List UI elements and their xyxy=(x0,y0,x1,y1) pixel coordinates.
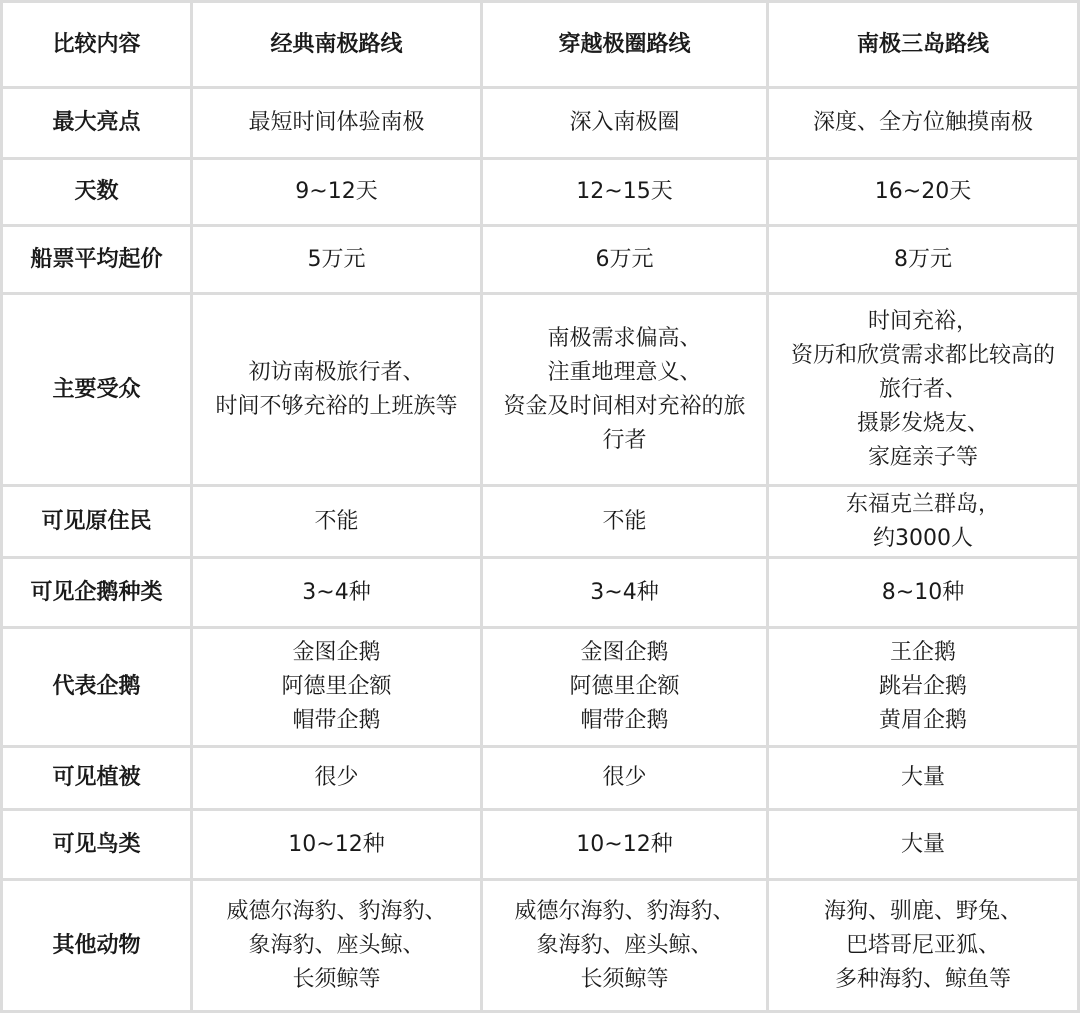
cell-text xyxy=(602,761,646,795)
cell-line: 旅行者、 xyxy=(878,376,967,402)
cell-line: 很少 xyxy=(602,765,647,790)
cell-text xyxy=(576,175,672,209)
table-cell xyxy=(769,487,1077,556)
cell-line: 时间不够充裕的上班族等 xyxy=(215,393,458,419)
row-label-text: 代表企鹅 xyxy=(52,674,141,699)
table-cell xyxy=(483,227,766,292)
cell-text xyxy=(879,636,967,738)
cell-line: 金图企鹅 xyxy=(292,640,381,665)
cell-line: 王企鹅 xyxy=(889,640,956,665)
table-cell xyxy=(769,559,1077,626)
table-cell xyxy=(193,487,480,556)
cell-line: 海狗、驯鹿、野兔、 xyxy=(823,898,1022,924)
cell-line: 初访南极旅行者、 xyxy=(248,359,425,385)
table-cell xyxy=(193,811,480,878)
cell-line: 6万元 xyxy=(595,246,654,272)
cell-text xyxy=(596,243,654,277)
row-label xyxy=(3,629,190,745)
row-label xyxy=(3,748,190,808)
cell-text xyxy=(590,576,658,610)
cell-text xyxy=(314,505,358,539)
row-label xyxy=(3,295,190,484)
cell-text xyxy=(569,106,679,140)
cell-line: 约3000人 xyxy=(872,525,973,551)
row-label-text: 可见企鹅种类 xyxy=(30,579,163,605)
table-cell xyxy=(193,227,480,292)
cell-text xyxy=(295,175,377,209)
cell-text xyxy=(813,106,1033,140)
row-label-text: 船票平均起价 xyxy=(30,246,163,272)
cell-line: 阿德里企额 xyxy=(281,674,392,699)
row-label xyxy=(3,89,190,157)
header-compare-label xyxy=(3,3,190,86)
cell-text xyxy=(569,636,679,738)
cell-line: 9~12天 xyxy=(295,179,378,204)
table-cell xyxy=(193,160,480,224)
header-text: 比较内容 xyxy=(52,31,141,57)
table-cell xyxy=(769,89,1077,157)
table-cell xyxy=(483,295,766,484)
cell-line: 摄影发烧友、 xyxy=(856,410,989,436)
cell-text xyxy=(882,576,964,610)
cell-line: 东福克兰群岛， xyxy=(845,491,1000,517)
table-cell xyxy=(193,629,480,745)
table-cell xyxy=(769,295,1077,484)
cell-line: 16~20天 xyxy=(874,179,972,204)
header-text: 经典南极路线 xyxy=(270,31,403,57)
table-cell xyxy=(483,748,766,808)
row-label xyxy=(3,881,190,1010)
cell-line: 3~4种 xyxy=(302,579,371,605)
cell-text xyxy=(215,356,457,424)
table-cell xyxy=(769,227,1077,292)
cell-text xyxy=(503,322,745,458)
table-cell xyxy=(769,629,1077,745)
table-cell xyxy=(769,748,1077,808)
cell-line: 8~10种 xyxy=(881,579,965,605)
header-route-3 xyxy=(769,3,1077,86)
cell-line: 资金及时间相对充裕的旅 xyxy=(503,393,746,419)
cell-line: 时间充裕， xyxy=(867,308,978,334)
cell-line: 金图企鹅 xyxy=(580,640,669,665)
cell-text xyxy=(302,576,370,610)
cell-line: 深入南极圈 xyxy=(569,110,680,135)
row-label-text: 可见植被 xyxy=(52,765,141,790)
cell-line: 长须鲸等 xyxy=(580,966,669,992)
table-cell xyxy=(769,811,1077,878)
table-cell xyxy=(193,881,480,1010)
row-label-text: 可见原住民 xyxy=(41,508,152,534)
row-label xyxy=(3,227,190,292)
table-cell xyxy=(483,160,766,224)
cell-line: 南极需求偏高、 xyxy=(547,325,702,351)
cell-line: 最短时间体验南极 xyxy=(248,110,425,135)
table-cell xyxy=(483,881,766,1010)
header-route-1 xyxy=(193,3,480,86)
header-route-2 xyxy=(483,3,766,86)
cell-text xyxy=(308,243,366,277)
row-label xyxy=(3,160,190,224)
cell-line: 威德尔海豹、豹海豹、 xyxy=(514,898,735,924)
cell-line: 注重地理意义、 xyxy=(547,359,702,385)
cell-line: 家庭亲子等 xyxy=(867,444,978,470)
cell-line: 8万元 xyxy=(894,246,952,272)
cell-text xyxy=(894,243,952,277)
cell-text xyxy=(226,895,446,997)
cell-line: 5万元 xyxy=(307,246,366,272)
row-label-text: 主要受众 xyxy=(52,376,141,402)
row-label-text: 可见鸟类 xyxy=(52,831,141,857)
cell-line: 不能 xyxy=(602,508,647,534)
cell-line: 长须鲸等 xyxy=(292,966,381,992)
cell-line: 多种海豹、鲸鱼等 xyxy=(834,966,1011,992)
cell-text xyxy=(314,761,358,795)
cell-line: 阿德里企额 xyxy=(569,674,680,699)
row-label xyxy=(3,487,190,556)
cell-text xyxy=(791,305,1055,475)
table-cell xyxy=(483,629,766,745)
table-cell xyxy=(483,487,766,556)
cell-text xyxy=(514,895,734,997)
row-label-text: 最大亮点 xyxy=(52,110,141,135)
cell-line: 象海豹、座头鲸、 xyxy=(248,932,425,958)
cell-line: 巴塔哥尼亚狐、 xyxy=(845,932,1000,958)
cell-line: 大量 xyxy=(900,765,945,790)
cell-line: 威德尔海豹、豹海豹、 xyxy=(226,898,447,924)
cell-line: 象海豹、座头鲸、 xyxy=(536,932,713,958)
cell-line: 10~12种 xyxy=(576,831,673,857)
table-cell xyxy=(483,811,766,878)
cell-text xyxy=(248,106,424,140)
cell-line: 很少 xyxy=(314,765,359,790)
cell-text xyxy=(875,175,971,209)
cell-line: 跳岩企鹅 xyxy=(878,674,967,699)
cell-line: 资历和欣赏需求都比较高的 xyxy=(790,342,1055,368)
row-label-text: 其他动物 xyxy=(52,932,141,958)
table-cell xyxy=(483,559,766,626)
cell-text xyxy=(824,895,1022,997)
cell-line: 帽带企鹅 xyxy=(580,708,669,733)
cell-text xyxy=(576,828,672,862)
cell-line: 不能 xyxy=(314,508,359,534)
row-label xyxy=(3,559,190,626)
cell-line: 行者 xyxy=(602,427,647,453)
table-cell xyxy=(193,89,480,157)
cell-text xyxy=(846,488,1000,556)
table-cell xyxy=(483,89,766,157)
cell-text xyxy=(901,761,945,795)
cell-line: 深度、全方位触摸南极 xyxy=(812,110,1033,135)
cell-text xyxy=(281,636,391,738)
table-cell xyxy=(769,160,1077,224)
row-label-text: 天数 xyxy=(74,179,119,204)
header-text: 穿越极圈路线 xyxy=(558,31,691,57)
cell-text xyxy=(901,828,945,862)
table-cell xyxy=(193,559,480,626)
cell-text xyxy=(288,828,384,862)
cell-line: 3~4种 xyxy=(590,579,659,605)
cell-line: 大量 xyxy=(900,831,945,857)
cell-line: 黄眉企鹅 xyxy=(878,708,967,733)
cell-text xyxy=(602,505,646,539)
table-cell xyxy=(769,881,1077,1010)
cell-line: 12~15天 xyxy=(576,179,673,204)
header-text: 南极三岛路线 xyxy=(856,31,989,57)
cell-line: 帽带企鹅 xyxy=(292,708,381,733)
row-label xyxy=(3,811,190,878)
table-cell xyxy=(193,748,480,808)
cell-line: 10~12种 xyxy=(288,831,385,857)
table-cell xyxy=(193,295,480,484)
